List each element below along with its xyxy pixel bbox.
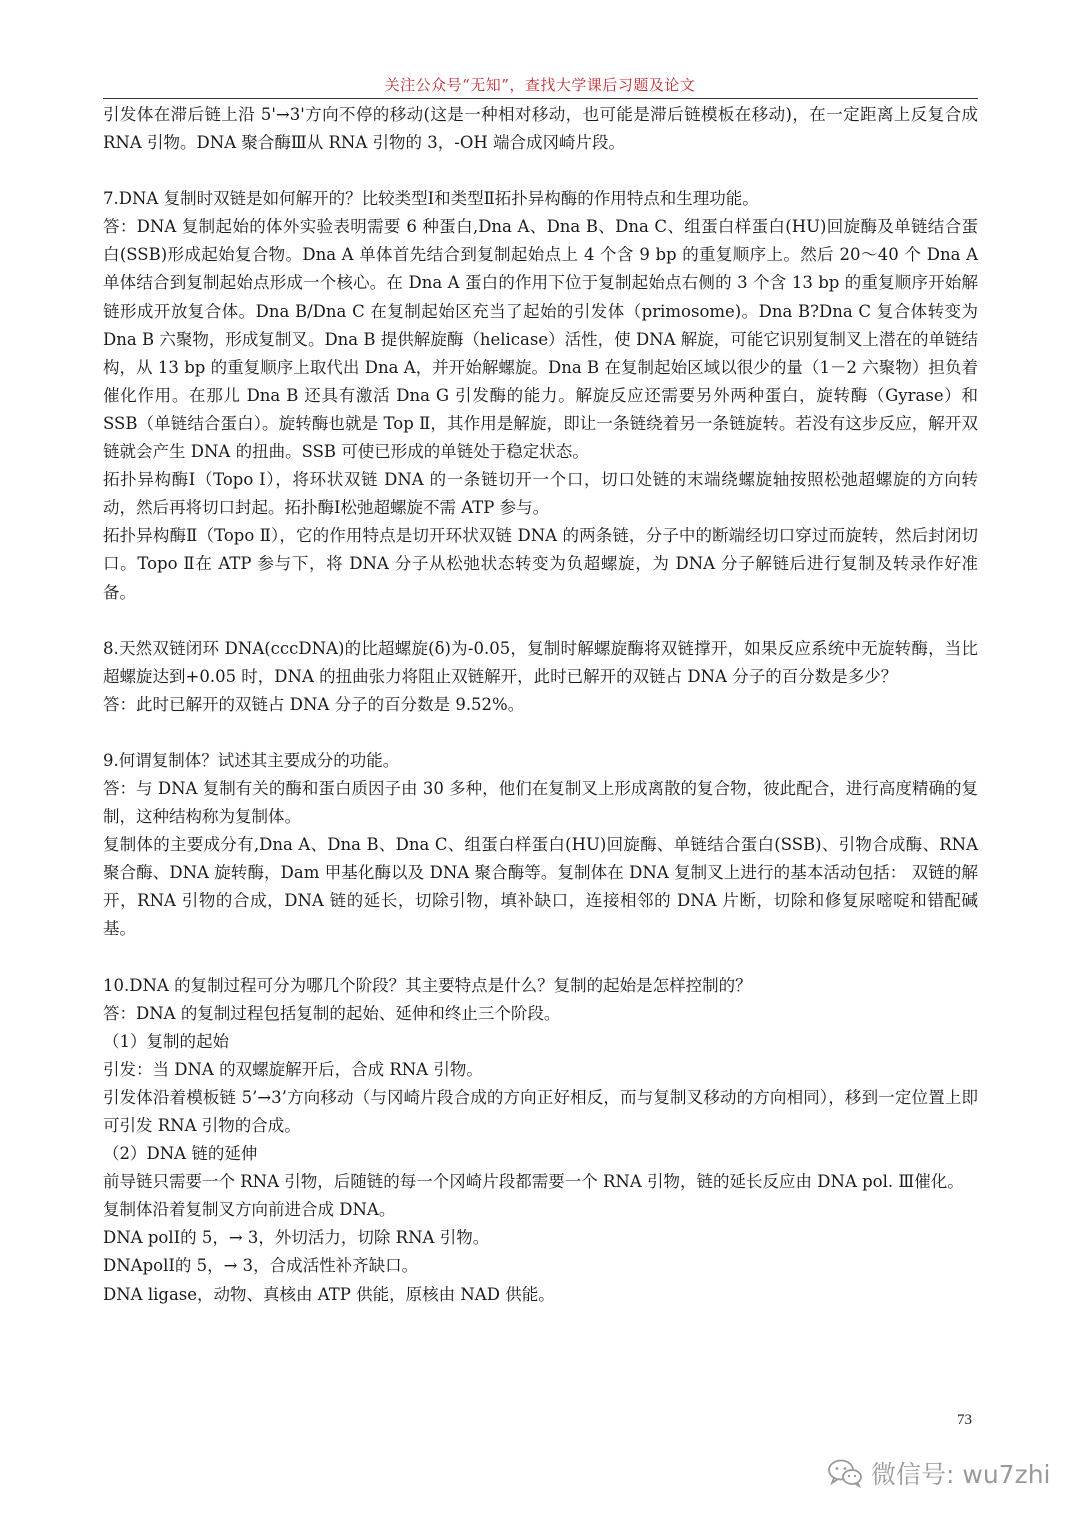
- answer-9-part-1: 答：与 DNA 复制有关的酶和蛋白质因子由 30 多种，他们在复制叉上形成离散的复合物，彼此配合，进行高度精确的复制，这种结构称为复制体。: [103, 778, 978, 827]
- paragraph-gap: [103, 944, 978, 972]
- answer-7-part-3: 拓扑异构酶Ⅱ（Topo Ⅱ），它的作用特点是切开环状双链 DNA 的两条链，分子中的断端经切口穿过而旋转，然后封闭切口。Topo Ⅱ在 ATP 参与下，将 DNA 分子从松弛状态转变为负超螺旋，为 DNA 分子解链后进行复制及转录作好准备。: [103, 526, 978, 602]
- paragraph-gap: [103, 157, 978, 185]
- wechat-watermark: [827, 1453, 1050, 1493]
- answer-10-part-8: DNA polⅠ的 5，→ 3，外切活力，切除 RNA 引物。: [103, 1228, 490, 1248]
- wechat-icon: [827, 1458, 863, 1488]
- answer-7-part-1: 答：DNA 复制起始的体外实验表明需要 6 种蛋白,Dna A、Dna B、Dna C、组蛋白样蛋白(HU)回旋酶及单链结合蛋白(SSB)形成起始复合物。Dna A 单体首先结合到复制起始点上 4 个含 9 bp 的重复顺序上。然后 20～40 个 Dna A 单体结合到复制起始点形成一个核心。在 Dna A 蛋白的作用下位于复制起始点右侧的 3 个含 13 bp 的重复顺序开始解链形成开放复合体。Dna B/Dna C 在复制起始区充当了起始的引发体（primosome)。Dna B?Dna C 复合体转变为 Dna B 六聚物，形成复制叉。Dna B 提供解旋酶（helicase）活性，使 DNA 解旋，可能它识别复制叉上潜在的单链结构，从 13 bp 的重复顺序上取代出 Dna A，并开始解螺旋。Dna B 在复制起始区域以很少的量（1－2 六聚物）担负着催化作用。在那儿 Dna B 还具有激活 Dna G 引发酶的能力。解旋反应还需要另外两种蛋白，旋转酶（Gyrase）和 SSB（单链结合蛋白）。旋转酶也就是 Top Ⅱ，其作用是解旋，即让一条链绕着另一条链旋转。若没有这步反应，解开双链就会产生 DNA 的扭曲。SSB 可使已形成的单链处于稳定状态。: [103, 217, 978, 462]
- answer-9-part-2: 复制体的主要成分有,Dna A、Dna B、Dna C、组蛋白样蛋白(HU)回旋酶、单链结合蛋白(SSB)、引物合成酶、RNA 聚合酶、DNA 旋转酶，Dam 甲基化酶以及 DNA 聚合酶等。复制体在 DNA 复制叉上进行的基本活动包括： 双链的解开，RNA 引物的合成，DNA 链的延长，切除引物，填补缺口，连接相邻的 DNA 片断，切除和修复尿嘧啶和错配碱基。: [103, 835, 978, 939]
- answer-10-part-9: DNApolⅠ的 5，→ 3，合成活性补齐缺口。: [103, 1256, 419, 1276]
- answer-10-part-6: 前导链只需要一个 RNA 引物，后随链的每一个冈崎片段都需要一个 RNA 引物，链的延长反应由 DNA pol. Ⅲ催化。: [103, 1172, 964, 1192]
- answer-10-part-5: （2）DNA 链的延伸: [103, 1144, 258, 1164]
- page-number: 73: [957, 1412, 972, 1428]
- answer-10-part-7: 复制体沿着复制叉方向前进合成 DNA。: [103, 1200, 396, 1220]
- answer-10-part-4: 引发体沿着模板链 5’→3’方向移动（与冈崎片段合成的方向正好相反，而与复制叉移动的方向相同），移到一定位置上即可引发 RNA 引物的合成。: [103, 1087, 978, 1135]
- question-8: 8.天然双链闭环 DNA(cccDNA)的比超螺旋(δ)为-0.05，复制时解螺旋酶将双链撑开，如果反应系统中无旋转酶，当比超螺旋达到+0.05 时，DNA 的扭曲张力将阻止双链解开，此时已解开的双链占 DNA 分子的百分数是多少？: [103, 638, 978, 686]
- answer-8: 答：此时已解开的双链占 DNA 分子的百分数是 9.52%。: [103, 694, 525, 714]
- answer-10-part-2: （1）复制的起始: [103, 1031, 229, 1051]
- question-7: 7.DNA 复制时双链是如何解开的？比较类型Ⅰ和类型Ⅱ拓扑异构酶的作用特点和生理功能。: [103, 189, 759, 209]
- page-header: 关注公众号“无知”，查找大学课后习题及论文: [384, 76, 696, 94]
- header-divider: [103, 98, 978, 99]
- paragraph-intro: 引发体在滞后链上沿 5'→3'方向不停的移动(这是一种相对移动，也可能是滞后链模板在移动)，在一定距离上反复合成 RNA 引物。DNA 聚合酶Ⅲ从 RNA 引物的 3，-OH 端合成冈崎片段。: [103, 105, 978, 153]
- paragraph-gap: [103, 719, 978, 747]
- paragraph-gap: [103, 607, 978, 635]
- answer-10-part-3: 引发：当 DNA 的双螺旋解开后，合成 RNA 引物。: [103, 1059, 483, 1079]
- question-9: 9.何谓复制体？试述其主要成分的功能。: [103, 750, 400, 770]
- answer-7-part-2: 拓扑异构酶Ⅰ（Topo Ⅰ），将环状双链 DNA 的一条链切开一个口，切口处链的末端绕螺旋轴按照松弛超螺旋的方向转动，然后再将切口封起。拓扑酶Ⅰ松弛超螺旋不需 ATP 参与。: [103, 470, 978, 518]
- answer-10-part-10: DNA ligase，动物、真核由 ATP 供能，原核由 NAD 供能。: [103, 1284, 555, 1304]
- document-body: [103, 101, 978, 1309]
- answer-10-part-1: 答：DNA 的复制过程包括复制的起始、延伸和终止三个阶段。: [103, 1003, 561, 1023]
- watermark-text: 微信号: wu7zhi: [871, 1460, 1051, 1489]
- question-10: 10.DNA 的复制过程可分为哪几个阶段？其主要特点是什么？复制的起始是怎样控制的？: [103, 975, 752, 995]
